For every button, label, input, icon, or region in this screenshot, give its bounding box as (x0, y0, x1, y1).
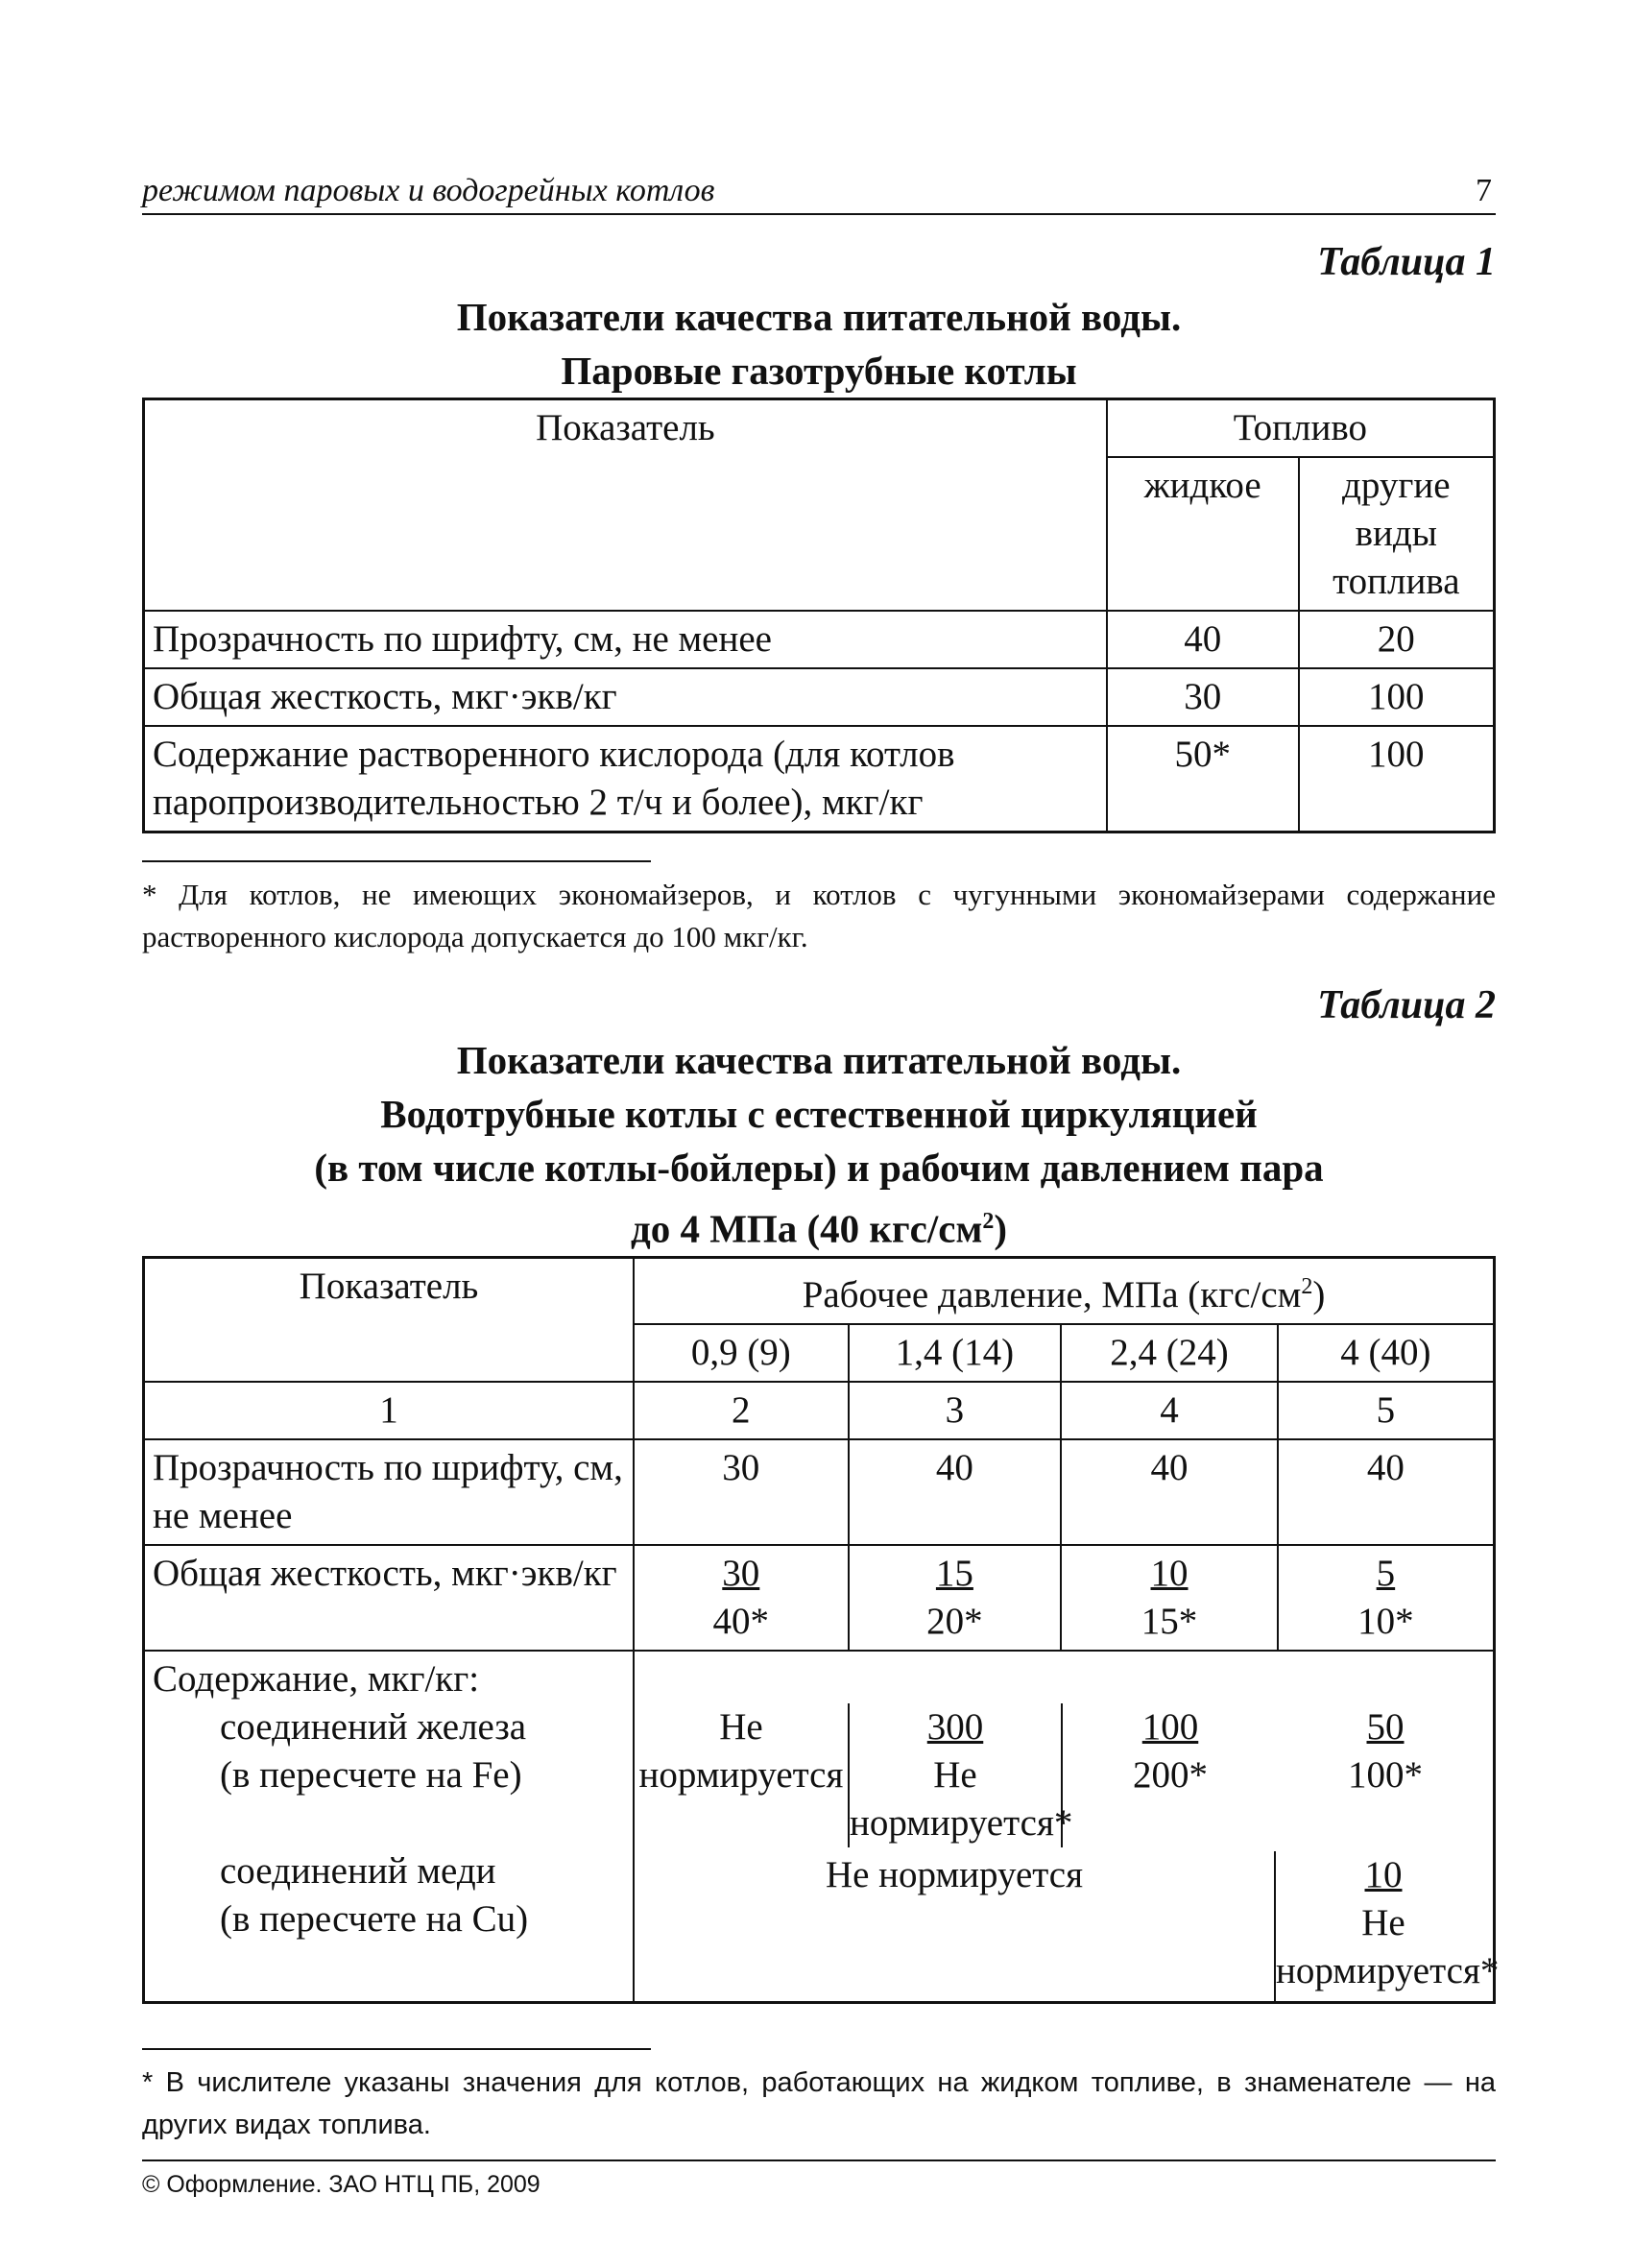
hardness-numerator: 30 (722, 1552, 760, 1594)
iron-values-row (635, 1703, 1493, 1847)
table2-pressure-2: 1,4 (14) (849, 1324, 1062, 1382)
iron-label: соединений железа (220, 1705, 527, 1748)
table2-pressure-4: 4 (40) (1278, 1324, 1495, 1382)
copper-cols-2-4: Не нормируется (825, 1853, 1084, 1895)
hardness-numerator: 5 (1376, 1552, 1396, 1594)
table1-row2-other: 100 (1299, 668, 1495, 726)
table2-pressure-3: 2,4 (24) (1061, 1324, 1278, 1382)
table2-transparency-val4: 40 (1278, 1439, 1495, 1545)
footnote-divider (142, 2048, 651, 2050)
table1-row1-other: 20 (1299, 611, 1495, 668)
copyright: © Оформление. ЗАО НТЦ ПБ, 2009 (142, 2170, 540, 2198)
table2-content-values (634, 1651, 1500, 2003)
table1-row2-liquid: 30 (1107, 668, 1299, 726)
copper-values-row (635, 1851, 1500, 2001)
footnote-divider (142, 860, 651, 862)
table1-row3-name: Содержание растворенного кислорода (для котлов паропроизводительностью 2 т/ч и более), мкг/кг (144, 726, 1107, 832)
table1-label: Таблица 1 (1317, 240, 1496, 284)
iron-col3 (848, 1703, 1073, 1847)
table1-title-line2: Паровые газотрубные котлы (561, 349, 1077, 393)
hardness-numerator: 15 (935, 1552, 973, 1594)
hardness-denominator: 15* (1141, 1600, 1198, 1642)
hardness-numerator: 10 (1150, 1552, 1189, 1594)
hardness-denominator: 20* (926, 1600, 983, 1642)
table2-header-pressure-text: Рабочее давление, МПа (кгс/см (802, 1273, 1302, 1315)
table2-title-line4-sup: 2 (982, 1209, 995, 1234)
table-row (144, 1545, 1495, 1651)
table2-colnum-4: 4 (1061, 1382, 1278, 1439)
iron-col5-denominator: 100* (1348, 1753, 1423, 1796)
iron-sub-label: (в пересчете на Fe) (220, 1753, 522, 1796)
table2-content-name (144, 1651, 635, 2003)
table1-row1-name: Прозрачность по шрифту, см, не менее (144, 611, 1107, 668)
table-row (144, 1439, 1495, 1545)
page-number: 7 (1476, 173, 1492, 208)
table1-row3-liquid: 50* (1107, 726, 1299, 832)
table1-title (142, 290, 1496, 398)
copper-col5-denominator: Не нормируется* (1276, 1901, 1500, 1991)
table2 (142, 1256, 1500, 2004)
iron-col2: Не нормируется (638, 1705, 844, 1796)
table1-row3-other: 100 (1299, 726, 1495, 832)
copper-sub-label: (в пересчете на Cu) (220, 1897, 529, 1940)
table-row (144, 1651, 1495, 2003)
document-page (142, 173, 1500, 2199)
table2-hardness-val4 (1278, 1545, 1495, 1651)
table2-colnum-3: 3 (849, 1382, 1062, 1439)
table1 (142, 398, 1496, 833)
table2-title-line3: (в том числе котлы-бойлеры) и рабочим давлением пара (314, 1146, 1324, 1190)
table2-footnote: * В числителе указаны значения для котлов, работающих на жидком топливе, в знаменателе — на других видах топлива. (142, 2066, 1496, 2140)
table2-header-pressure (634, 1257, 1495, 1324)
table-row (144, 726, 1495, 832)
table2-transparency-name: Прозрачность по шрифту, см, не менее (144, 1439, 635, 1545)
table1-title-line1: Показатели качества питательной воды. (456, 295, 1182, 339)
content-heading: Содержание, мкг/кг: (153, 1657, 480, 1700)
table2-header-indicator: Показатель (144, 1257, 635, 1382)
iron-col4 (1061, 1703, 1278, 1847)
table2-title-line4-close: ) (994, 1206, 1008, 1251)
table2-transparency-val1: 30 (634, 1439, 849, 1545)
running-header (142, 173, 1496, 215)
spacer (635, 1652, 1493, 1703)
running-title: режимом паровых и водогрейных котлов (142, 173, 715, 208)
table2-transparency-val2: 40 (849, 1439, 1062, 1545)
copper-col5-numerator: 10 (1364, 1853, 1403, 1895)
table2-colnum-1: 1 (144, 1382, 635, 1439)
table2-header-pressure-close: ) (1312, 1273, 1326, 1315)
table1-row2-name: Общая жесткость, мкг·экв/кг (144, 668, 1107, 726)
table-row (144, 668, 1495, 726)
table2-title-line1: Показатели качества питательной воды. (456, 1038, 1182, 1082)
table2-colnum-2: 2 (634, 1382, 849, 1439)
table2-hardness-val2 (849, 1545, 1062, 1651)
table1-header-fuel: Топливо (1107, 399, 1495, 458)
copper-label: соединений меди (220, 1849, 496, 1892)
iron-col5-numerator: 50 (1366, 1705, 1405, 1748)
table2-title-line4 (142, 1194, 1496, 1256)
table2-colnum-5: 5 (1278, 1382, 1495, 1439)
table2-title-line2: Водотрубные котлы с естественной циркуляцией (380, 1092, 1258, 1136)
table2-transparency-val3: 40 (1061, 1439, 1278, 1545)
table2-header-pressure-sup: 2 (1301, 1273, 1313, 1299)
table1-row1-liquid: 40 (1107, 611, 1299, 668)
table2-hardness-name: Общая жесткость, мкг·экв/кг (144, 1545, 635, 1651)
iron-col5 (1278, 1703, 1493, 1847)
table1-header-indicator: Показатель (144, 399, 1107, 612)
table2-title-line4-text: до 4 МПа (40 кгс/см (630, 1206, 983, 1251)
table2-title (142, 1033, 1496, 1256)
iron-col4-denominator: 200* (1133, 1753, 1208, 1796)
table2-hardness-val3 (1061, 1545, 1278, 1651)
table1-footnote: * Для котлов, не имеющих экономайзеров, и котлов с чугунными экономайзерами содержание растворенного кислорода допускается до 100 мкг/кг. (142, 878, 1496, 953)
hardness-denominator: 40* (712, 1600, 770, 1642)
spacer (153, 1799, 625, 1847)
iron-col3-numerator: 300 (926, 1705, 984, 1748)
copper-col5 (1274, 1851, 1500, 2001)
table-row (144, 611, 1495, 668)
table2-label: Таблица 2 (1317, 983, 1496, 1027)
iron-col4-numerator: 100 (1141, 1705, 1199, 1748)
table1-header-liquid: жидкое (1107, 457, 1299, 611)
iron-col3-denominator: Не нормируется* (850, 1753, 1073, 1844)
table2-pressure-1: 0,9 (9) (634, 1324, 849, 1382)
bottom-divider (142, 2159, 1496, 2161)
table1-header-other: другие виды топлива (1299, 457, 1495, 611)
hardness-denominator: 10* (1357, 1600, 1414, 1642)
table2-hardness-val1 (634, 1545, 849, 1651)
